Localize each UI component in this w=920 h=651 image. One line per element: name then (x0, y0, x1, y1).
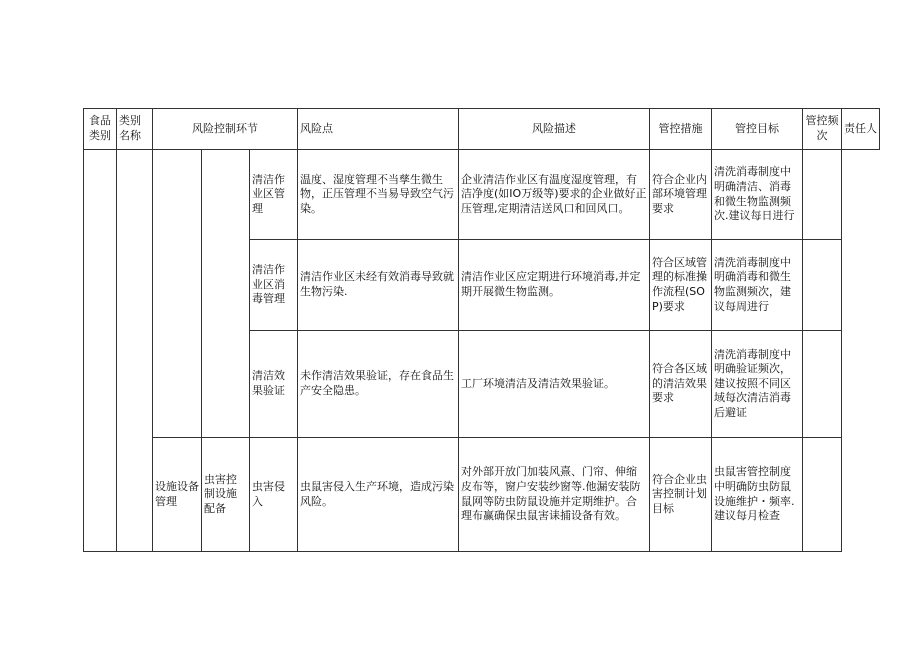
header-row (84, 109, 880, 150)
header-food-category: 食品类别 (84, 109, 117, 150)
frequency-cell: 清洗消毒制度中明确清洁、消毒和微生物监测频次.建议每日进行 (712, 150, 803, 240)
measures-cell: 企业清洁作业区有温度湿度管理，有洁净度(如IO万级等)要求的企业做好正压管理,定期清洁送风口和回风口。 (459, 150, 650, 240)
target-cell: 符合企业虫害控制计划目标 (650, 438, 712, 552)
stage-cell-upper (153, 150, 202, 438)
target-cell: 符合各区域的清洁效果要求 (650, 331, 712, 438)
risk-control-table (83, 108, 880, 552)
risk-desc-cell: 清洁作业区未经有效消毒导致就生物污染. (298, 240, 459, 331)
risk-point-cell: 虫害侵入 (250, 438, 298, 552)
header-category-name: 类别名称 (117, 109, 153, 150)
header-risk-desc: 风险描述 (459, 109, 650, 150)
frequency-cell: 虫鼠害管控制度中明确防虫防鼠设施维护・频率.建议每月检查 (712, 438, 803, 552)
header-control-stage: 风险控制环节 (153, 109, 298, 150)
table-row (84, 438, 880, 552)
frequency-cell: 清洗消毒制度中明确验证频次，建议按照不同区域每次清洁消毒后避证 (712, 331, 803, 438)
stage-main-cell: 设施设备管理 (153, 438, 202, 552)
measures-cell: 清洁作业区应定期进行环境消毒,并定期开展微生物监测。 (459, 240, 650, 331)
table-row (84, 150, 880, 240)
header-risk-point: 风险点 (298, 109, 459, 150)
measures-cell: 工厂环境清洁及清洁效果验证。 (459, 331, 650, 438)
category-name-cell (117, 150, 153, 552)
food-category-cell (84, 150, 117, 552)
measures-cell: 对外部开放门加装风熹、门帘、伸缩皮布等，窗户安装纱窗等.他漏安装防鼠网等防虫防鼠设施并定期维护。合理布赢确保虫鼠害诔捕设备有效。 (459, 438, 650, 552)
risk-desc-cell: 未作清洁效果验证，存在食品生产安全隐患。 (298, 331, 459, 438)
header-measures: 管控措施 (650, 109, 712, 150)
risk-desc-cell: 温度、湿度管理不当孳生微生物，正压管理不当易导致空气污染。 (298, 150, 459, 240)
owner-cell (803, 331, 842, 438)
frequency-cell: 清洗消毒制度中明确消毒和微生物监测频次，建议每周进行 (712, 240, 803, 331)
target-cell: 符合企业内部环境管理要求 (650, 150, 712, 240)
risk-point-cell: 清洁效果验证 (250, 331, 298, 438)
owner-cell (803, 240, 842, 331)
stage-sub-cell-upper (202, 150, 250, 438)
risk-point-cell: 清洁作业区管理 (250, 150, 298, 240)
owner-cell (803, 438, 842, 552)
header-frequency: 管控频次 (803, 109, 842, 150)
owner-cell (803, 150, 842, 240)
header-owner: 责任人 (842, 109, 880, 150)
header-target: 管控目标 (712, 109, 803, 150)
target-cell: 符合区域管理的标准操作流程(SOP)要求 (650, 240, 712, 331)
risk-point-cell: 清洁作业区消毒管理 (250, 240, 298, 331)
stage-sub-cell: 虫害控制设施配备 (202, 438, 250, 552)
risk-desc-cell: 虫鼠害侵入生产环境，造成污染风险。 (298, 438, 459, 552)
